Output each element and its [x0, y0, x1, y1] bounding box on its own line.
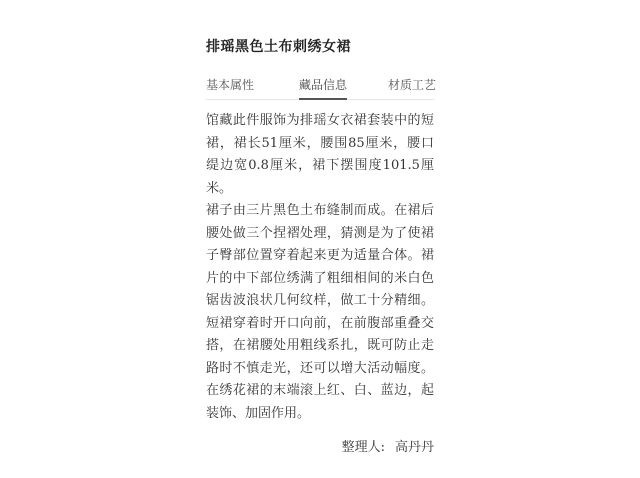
- curator-label: 整理人:: [341, 440, 385, 455]
- tab-basic-attributes[interactable]: 基本属性: [206, 78, 255, 92]
- tab-material-craft[interactable]: 材质工艺: [388, 78, 437, 92]
- curator-name: 高丹丹: [394, 440, 434, 455]
- description-paragraph: 馆藏此件服饰为排瑶女衣裙套装中的短裙，裙长51厘米，腰围85厘米，腰口缇边宽0.8厘米，裙下摆围度101.5厘米。: [206, 113, 434, 196]
- info-tabs: [206, 77, 437, 100]
- tab-collection-info[interactable]: 藏品信息: [299, 77, 347, 100]
- description-text: [206, 110, 434, 425]
- collection-info-panel: [206, 0, 437, 478]
- curator-line: [342, 436, 434, 455]
- description-paragraph: 裙子由三片黑色土布缝制而成。在裙后腰处做三个捏褶处理，猜测是为了使裙子臀部位置穿着起来更为适量合体。裙片的中下部位绣满了粗细相间的米白色锯齿波浪状几何纹样，做工十分精细。短裙穿着时开口向前，在前腹部重叠交搭，在裙腰处用粗线系扎，既可防止走路时不慎走光，还可以增大活动幅度。在绣花裙的末端滚上红、白、蓝边，起装饰、加固作用。: [206, 203, 434, 421]
- item-title: 排瑶黑色土布刺绣女裙: [206, 39, 351, 55]
